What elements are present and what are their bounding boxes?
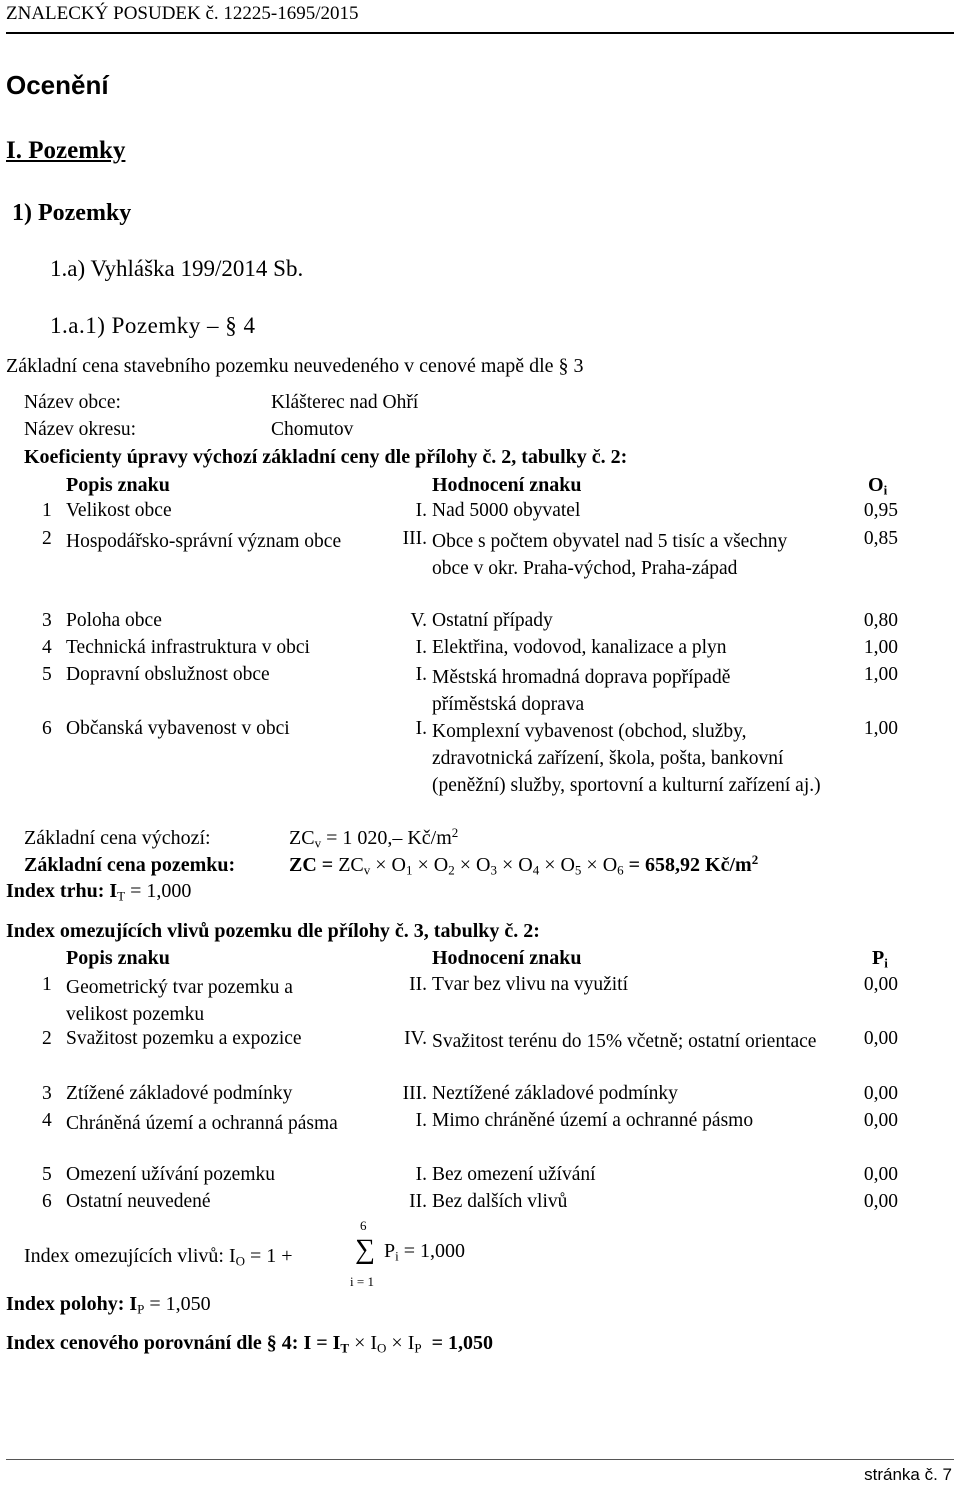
table1-row6-number: 6: [42, 718, 52, 739]
table1-row4-roman: I.: [415, 637, 427, 658]
coef-heading: Koeficienty úpravy výchozí základní ceny dle přílohy č. 2, tabulky č. 2:: [24, 446, 628, 468]
table1-row2-roman: III.: [402, 528, 427, 549]
table1-row4-number: 4: [42, 637, 52, 658]
index-trhu: Index trhu: $I_T = 1,000$: [6, 880, 192, 904]
table2-row5-number: 5: [42, 1164, 52, 1185]
zc-result: = 658,92 Kč/m: [628, 854, 752, 876]
table1-row6-popis: Občanská vybavenost v obci: [66, 718, 290, 739]
table1-row1-value: 0,95: [863, 500, 898, 521]
omez-index-label: Index omezujících vlivů: $I_O = 1$ +: [24, 1245, 293, 1269]
table1-header-popis: Popis znaku: [66, 474, 170, 496]
table1-row4-value: 1,00: [863, 637, 898, 658]
zcv-formula: $ZC_v = 1$ 020,– $Kč/m^2$: [289, 824, 459, 851]
table2-row6-hodnoceni: Bez dalších vlivů: [432, 1191, 568, 1212]
zc-formula: ZC = $ZC_v \times O_1 \times O_2 \times O_3 \times O_4 \times O_5 \times O_6 = 658,92$ $Kč/m^2$: [289, 851, 759, 878]
table2-row6-popis: Ostatní neuvedené: [66, 1191, 211, 1212]
table2-row4-hodnoceni: Mimo chráněné území a ochranné pásmo: [432, 1110, 754, 1131]
table1-header-oi: $O_i$: [868, 474, 888, 498]
table1-row3-number: 3: [42, 610, 52, 631]
table2-row6-number: 6: [42, 1191, 52, 1212]
table2-row1-roman: II.: [409, 974, 427, 995]
index-polohy: Index polohy: $I_P = 1,050$: [6, 1293, 211, 1317]
obec-label: Název obce:: [24, 392, 121, 413]
sigma-icon: ∑: [355, 1234, 375, 1265]
table1-row1-roman: I.: [415, 500, 427, 521]
table2-row2-value: 0,00: [863, 1028, 898, 1049]
table1-row3-value: 0,80: [863, 610, 898, 631]
table1-row3-hodnoceni: Ostatní případy: [432, 610, 553, 631]
table1-row6-hodnoceni: Komplexní vybavenost (obchod, služby, zdravotnická zařízení, škola, pošta, bankovní (peněžní) služby, sportovní a kulturní zařízení aj.): [432, 721, 821, 796]
table2-row5-roman: I.: [415, 1164, 427, 1185]
table2-header-popis: Popis znaku: [66, 947, 170, 969]
heading-pozemky-par4: 1.a.1) Pozemky – § 4: [50, 313, 256, 338]
table2-row3-roman: III.: [402, 1083, 427, 1104]
table2-row1-value: 0,00: [863, 974, 898, 995]
table1-row6-value: 1,00: [863, 718, 898, 739]
omez-heading: Index omezujících vlivů pozemku dle přílohy č. 3, tabulky č. 2:: [6, 920, 540, 942]
table1-row5-roman: I.: [415, 664, 427, 685]
table1-row1-number: 1: [42, 500, 52, 521]
zcv-label: Základní cena výchozí:: [24, 827, 211, 849]
table1-row4-popis: Technická infrastruktura v obci: [66, 637, 310, 658]
table2-row1-hodnoceni: Tvar bez vlivu na využití: [432, 974, 629, 995]
table1-header-hodnoceni: Hodnocení znaku: [432, 474, 582, 496]
footer-rule: [6, 1459, 954, 1460]
omez-index-pi: $P_i = 1,000$: [384, 1240, 466, 1264]
table2-row5-value: 0,00: [863, 1164, 898, 1185]
table2-row3-hodnoceni: Neztížené základové podmínky: [432, 1083, 678, 1104]
heading-vyhlaska: 1.a) Vyhláška 199/2014 Sb.: [50, 256, 304, 281]
sum-upper-limit: 6: [360, 1218, 367, 1233]
table2-row4-popis: Chráněná území a ochranná pásma: [66, 1113, 338, 1134]
table2-row6-value: 0,00: [863, 1191, 898, 1212]
table1-row2-popis: Hospodářsko-správní význam obce: [66, 531, 342, 552]
table2-row3-number: 3: [42, 1083, 52, 1104]
table2-row2-popis: Svažitost pozemku a expozice: [66, 1028, 302, 1049]
table2-row3-value: 0,00: [863, 1083, 898, 1104]
base-price-intro: Základní cena stavebního pozemku neuvedeného v cenové mapě dle § 3: [6, 355, 584, 377]
index-cenoveho-porovnani: Index cenového porovnání dle § 4: $I = I_T \times I_O \times I_P = 1,050$: [6, 1332, 494, 1356]
table2-row4-value: 0,00: [863, 1110, 898, 1131]
okres-value: Chomutov: [271, 419, 354, 440]
table2-row1-popis: Geometrický tvar pozemku a velikost pozemku: [66, 977, 293, 1025]
table1-row5-popis: Dopravní obslužnost obce: [66, 664, 270, 685]
table2-row5-hodnoceni: Bez omezení užívání: [432, 1164, 596, 1185]
table1-row6-roman: I.: [415, 718, 427, 739]
table2-row6-roman: II.: [409, 1191, 427, 1212]
table1-row3-popis: Poloha obce: [66, 610, 162, 631]
page-number: stránka č. 7: [864, 1465, 952, 1484]
table2-row3-popis: Ztížené základové podmínky: [66, 1083, 293, 1104]
okres-label: Název okresu:: [24, 419, 137, 440]
table1-row5-value: 1,00: [863, 664, 898, 685]
zcv-value: = 1 020,– Kč/m: [326, 827, 452, 849]
table2-row2-hodnoceni: Svažitost terénu do 15% včetně; ostatní orientace: [432, 1031, 817, 1052]
table2-row2-number: 2: [42, 1028, 52, 1049]
table2-row5-popis: Omezení užívání pozemku: [66, 1164, 276, 1185]
table2-row4-roman: I.: [415, 1110, 427, 1131]
table1-row3-roman: V.: [410, 610, 427, 631]
omez-index-result: = 1,000: [403, 1240, 466, 1262]
table1-row2-number: 2: [42, 528, 52, 549]
table1-row1-hodnoceni: Nad 5000 obyvatel: [432, 500, 581, 521]
header-rule: [6, 32, 954, 34]
table1-row1-popis: Velikost obce: [66, 500, 172, 521]
heading-1-pozemky: 1) Pozemky: [12, 200, 132, 226]
heading-oceneni: Ocenění: [6, 70, 109, 100]
table1-row4-hodnoceni: Elektřina, vodovod, kanalizace a plyn: [432, 637, 727, 658]
table2-row4-number: 4: [42, 1110, 52, 1131]
table2-row2-roman: IV.: [404, 1028, 427, 1049]
table1-row2-hodnoceni: Obce s počtem obyvatel nad 5 tisíc a všechny obce v okr. Praha-východ, Praha-západ: [432, 531, 788, 579]
obec-value: Klášterec nad Ohří: [271, 392, 419, 413]
table2-header-pi: $P_i$: [872, 947, 888, 971]
document-header: ZNALECKÝ POSUDEK č. 12225-1695/2015: [6, 3, 359, 24]
sum-lower-limit: i = 1: [350, 1274, 374, 1289]
zc-label: Základní cena pozemku:: [24, 854, 236, 876]
table2-row1-number: 1: [42, 974, 52, 995]
table2-header-hodnoceni: Hodnocení znaku: [432, 947, 582, 969]
table1-row5-number: 5: [42, 664, 52, 685]
table1-row2-value: 0,85: [863, 528, 898, 549]
table1-row5-hodnoceni: Městská hromadná doprava popřípadě příměstská doprava: [432, 667, 731, 715]
heading-pozemky: I. Pozemky: [6, 137, 126, 164]
